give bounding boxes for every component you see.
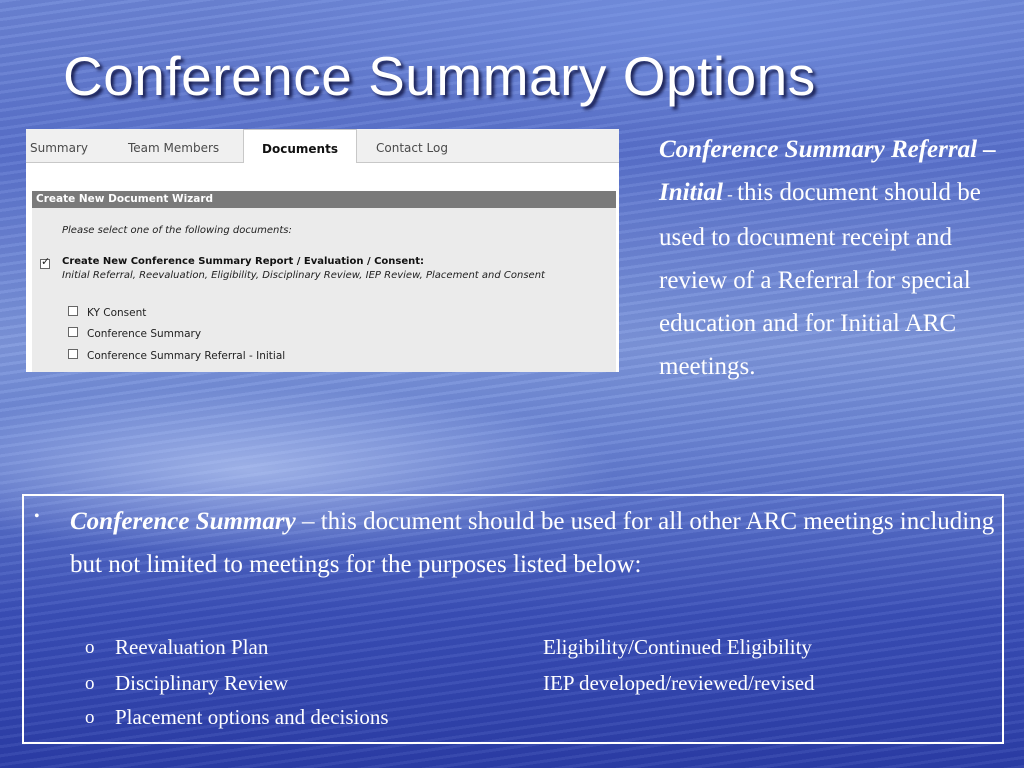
- tab-contact-log[interactable]: Contact Log: [376, 141, 448, 155]
- main-point-text: – this document should be used for all other ARC meetings including but not limited to meetings for the purposes listed below:: [70, 508, 995, 578]
- slide-title: Conference Summary Options: [63, 45, 816, 107]
- wizard-instruction: Please select one of the following documents:: [62, 225, 292, 236]
- purpose-item: Reevaluation Plan: [115, 635, 269, 659]
- sub-bullet-icon: o: [85, 637, 95, 658]
- purpose-item: IEP developed/reviewed/revised: [543, 671, 815, 695]
- conference-summary-checkbox[interactable]: [68, 327, 78, 337]
- main-point: [70, 500, 995, 586]
- ky-consent-label: KY Consent: [87, 307, 147, 319]
- bullet-icon: •: [34, 508, 40, 525]
- main-point-term: Conference Summary: [70, 508, 296, 535]
- conference-summary-label: Conference Summary: [87, 328, 202, 340]
- purpose-item: Placement options and decisions: [115, 705, 389, 729]
- tab-summary[interactable]: Summary: [30, 141, 88, 155]
- conference-summary-referral-label: Conference Summary Referral - Initial: [87, 350, 286, 362]
- wizard-body: [32, 191, 616, 372]
- tab-team-members[interactable]: Team Members: [128, 141, 220, 155]
- conference-summary-referral-checkbox[interactable]: [68, 349, 78, 359]
- purpose-item: Eligibility/Continued Eligibility: [543, 635, 812, 659]
- sub-bullet-icon: o: [85, 707, 95, 728]
- create-report-subtitle: Initial Referral, Reevaluation, Eligibility, Disciplinary Review, IEP Review, Placement and Consent: [62, 270, 545, 281]
- sub-bullet-icon: o: [85, 673, 95, 694]
- side-note-text: this document should be used to document receipt and review of a Referral for special education and for Initial ARC meetings.: [659, 179, 981, 380]
- side-note-term: Conference Summary Referral – Initial: [659, 136, 996, 206]
- ky-consent-checkbox[interactable]: [68, 306, 78, 316]
- create-report-title: Create New Conference Summary Report / Evaluation / Consent:: [62, 256, 425, 267]
- tab-bar: [26, 129, 619, 163]
- create-report-checkbox[interactable]: [40, 259, 50, 269]
- purpose-item: Disciplinary Review: [115, 671, 289, 695]
- tab-documents[interactable]: Documents: [243, 129, 357, 163]
- side-note: [659, 128, 999, 388]
- wizard-title: Create New Document Wizard: [32, 191, 616, 208]
- document-wizard-screenshot: [26, 129, 619, 372]
- side-note-dash: -: [722, 185, 738, 204]
